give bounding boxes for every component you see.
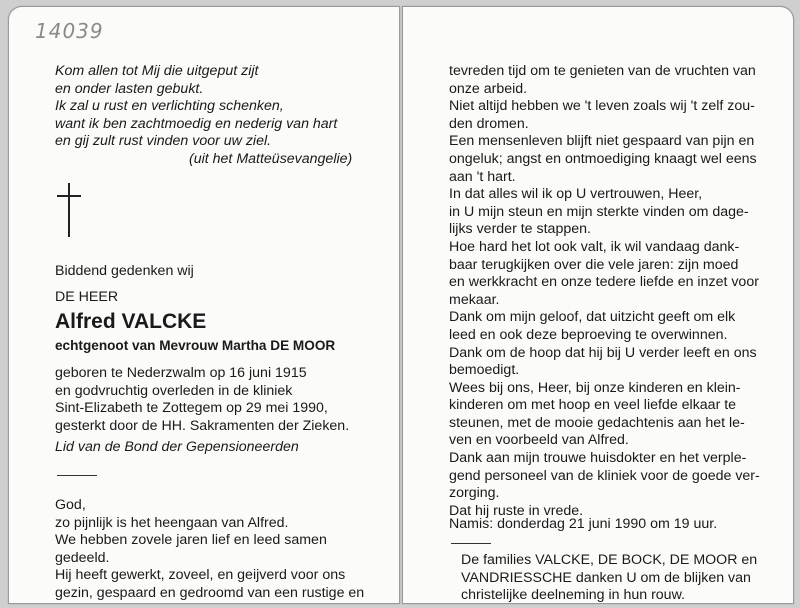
- thanks-line: De families VALCKE, DE BOCK, DE MOOR en: [461, 552, 758, 568]
- title-text: DE HEER: [55, 289, 119, 305]
- prayer-line: God,: [55, 497, 86, 513]
- prayer-line: en werkkracht en onze tedere liefde en inzet voor: [449, 274, 759, 291]
- intro-text: Biddend gedenken wij: [55, 263, 194, 279]
- thanks-line: christelijke deelneming in hun rouw.: [461, 587, 685, 604]
- prayer-line: gend personeel van de kliniek voor de goede ver-: [449, 467, 760, 484]
- prayer-line: ven en voorbeeld van Alfred.: [449, 432, 629, 449]
- bio-line: geboren te Nederzwalm op 16 juni 1915: [55, 365, 307, 381]
- biography: [55, 365, 399, 435]
- prayer-left: [55, 497, 399, 603]
- prayer-line: zorging.: [449, 485, 500, 502]
- prayer-line: gedeeld.: [55, 549, 110, 566]
- prayer-right: [449, 63, 793, 520]
- cross-icon: [57, 183, 81, 237]
- thanks-line: VANDRIESSCHE danken U om de blijken van: [461, 569, 751, 586]
- prayer-line: ongeluk; angst en ontmoediging knaagt wel eens: [449, 150, 757, 167]
- deceased-name: Alfred VALCKE: [55, 310, 207, 333]
- prayer-line: aan 't hart.: [449, 168, 516, 185]
- prayer-line: mekaar.: [449, 291, 500, 308]
- prayer-line: Dank om de hoop dat hij bij U verder leeft en ons: [449, 344, 757, 361]
- prayer-line: Dank aan mijn trouwe huisdokter en het verple-: [449, 450, 747, 467]
- bible-verse: [55, 63, 399, 169]
- divider: [57, 475, 97, 476]
- prayer-line: in U mijn steun en mijn sterkte vinden om dage-: [449, 203, 749, 220]
- right-page: [402, 6, 794, 604]
- prayer-line: Hij heeft gewerkt, zoveel, en geijverd voor ons: [55, 567, 346, 584]
- namis-text: Namis: donderdag 21 juni 1990 om 19 uur.: [449, 516, 718, 532]
- bio-line: gesterkt door de HH. Sakramenten der Zieken.: [55, 417, 350, 434]
- verse-line: want ik ben zachtmoedig en nederig van hart: [55, 115, 338, 132]
- prayer-line: Dat hij ruste in vrede.: [449, 502, 584, 519]
- verse-source: (uit het Matteüsevangelie): [189, 150, 353, 167]
- prayer-line: zo pijnlijk is het heengaan van Alfred.: [55, 514, 289, 531]
- prayer-line: lijks verder te stappen.: [449, 221, 591, 238]
- verse-line: en onder lasten gebukt.: [55, 80, 204, 97]
- prayer-line: kinderen om met hoop en veel liefde elkaar te: [449, 397, 737, 414]
- divider: [451, 543, 491, 544]
- verse-line: Ik zal u rust en verlichting schenken,: [55, 98, 284, 115]
- family-thanks: [461, 552, 793, 604]
- prayer-line: Niet altijd hebben we 't leven zoals wij 't zelf zou-: [449, 98, 755, 115]
- prayer-line: den dromen.: [449, 115, 529, 132]
- prayer-line: tevreden tijd om te genieten van de vruchten van: [449, 63, 756, 79]
- prayer-line: steunen, met de mooie gedachtenis aan het le-: [449, 414, 745, 431]
- prayer-line: Een mensenleven blijft niet gespaard van pijn en: [449, 133, 755, 150]
- prayer-line: baar terugkijken over die vele jaren: zijn moed: [449, 256, 739, 273]
- prayer-line: leed en ook deze beproeving te overwinnen.: [449, 326, 728, 343]
- prayer-line: gezin, gespaard en gedroomd van een rustige en: [55, 584, 365, 601]
- prayer-line: Hoe hard het lot ook valt, ik wil vandaag dank-: [449, 238, 740, 255]
- prayer-line: Dank om mijn geloof, dat uitzicht geeft om elk: [449, 309, 736, 326]
- prayer-line: We hebben zovele jaren lief en leed samen: [55, 532, 327, 549]
- membership-text: Lid van de Bond der Gepensioneerden: [55, 439, 299, 455]
- bio-line: en godvruchtig overleden in de kliniek: [55, 382, 293, 399]
- verse-line: en gij zult rust vinden voor uw ziel.: [55, 133, 272, 150]
- verse-line: Kom allen tot Mij die uitgeput zijt: [55, 63, 259, 79]
- prayer-line: onze arbeid.: [449, 80, 528, 97]
- left-page: [8, 6, 400, 604]
- handwritten-number: 14039: [35, 19, 104, 43]
- prayer-line: Wees bij ons, Heer, bij onze kinderen en klein-: [449, 379, 741, 396]
- prayer-line: bemoedigt.: [449, 362, 520, 379]
- spouse-text: echtgenoot van Mevrouw Martha DE MOOR: [55, 338, 336, 353]
- prayer-line: In dat alles wil ik op U vertrouwen, Heer,: [449, 186, 703, 203]
- bio-line: Sint-Elizabeth te Zottegem op 29 mei 1990,: [55, 400, 328, 417]
